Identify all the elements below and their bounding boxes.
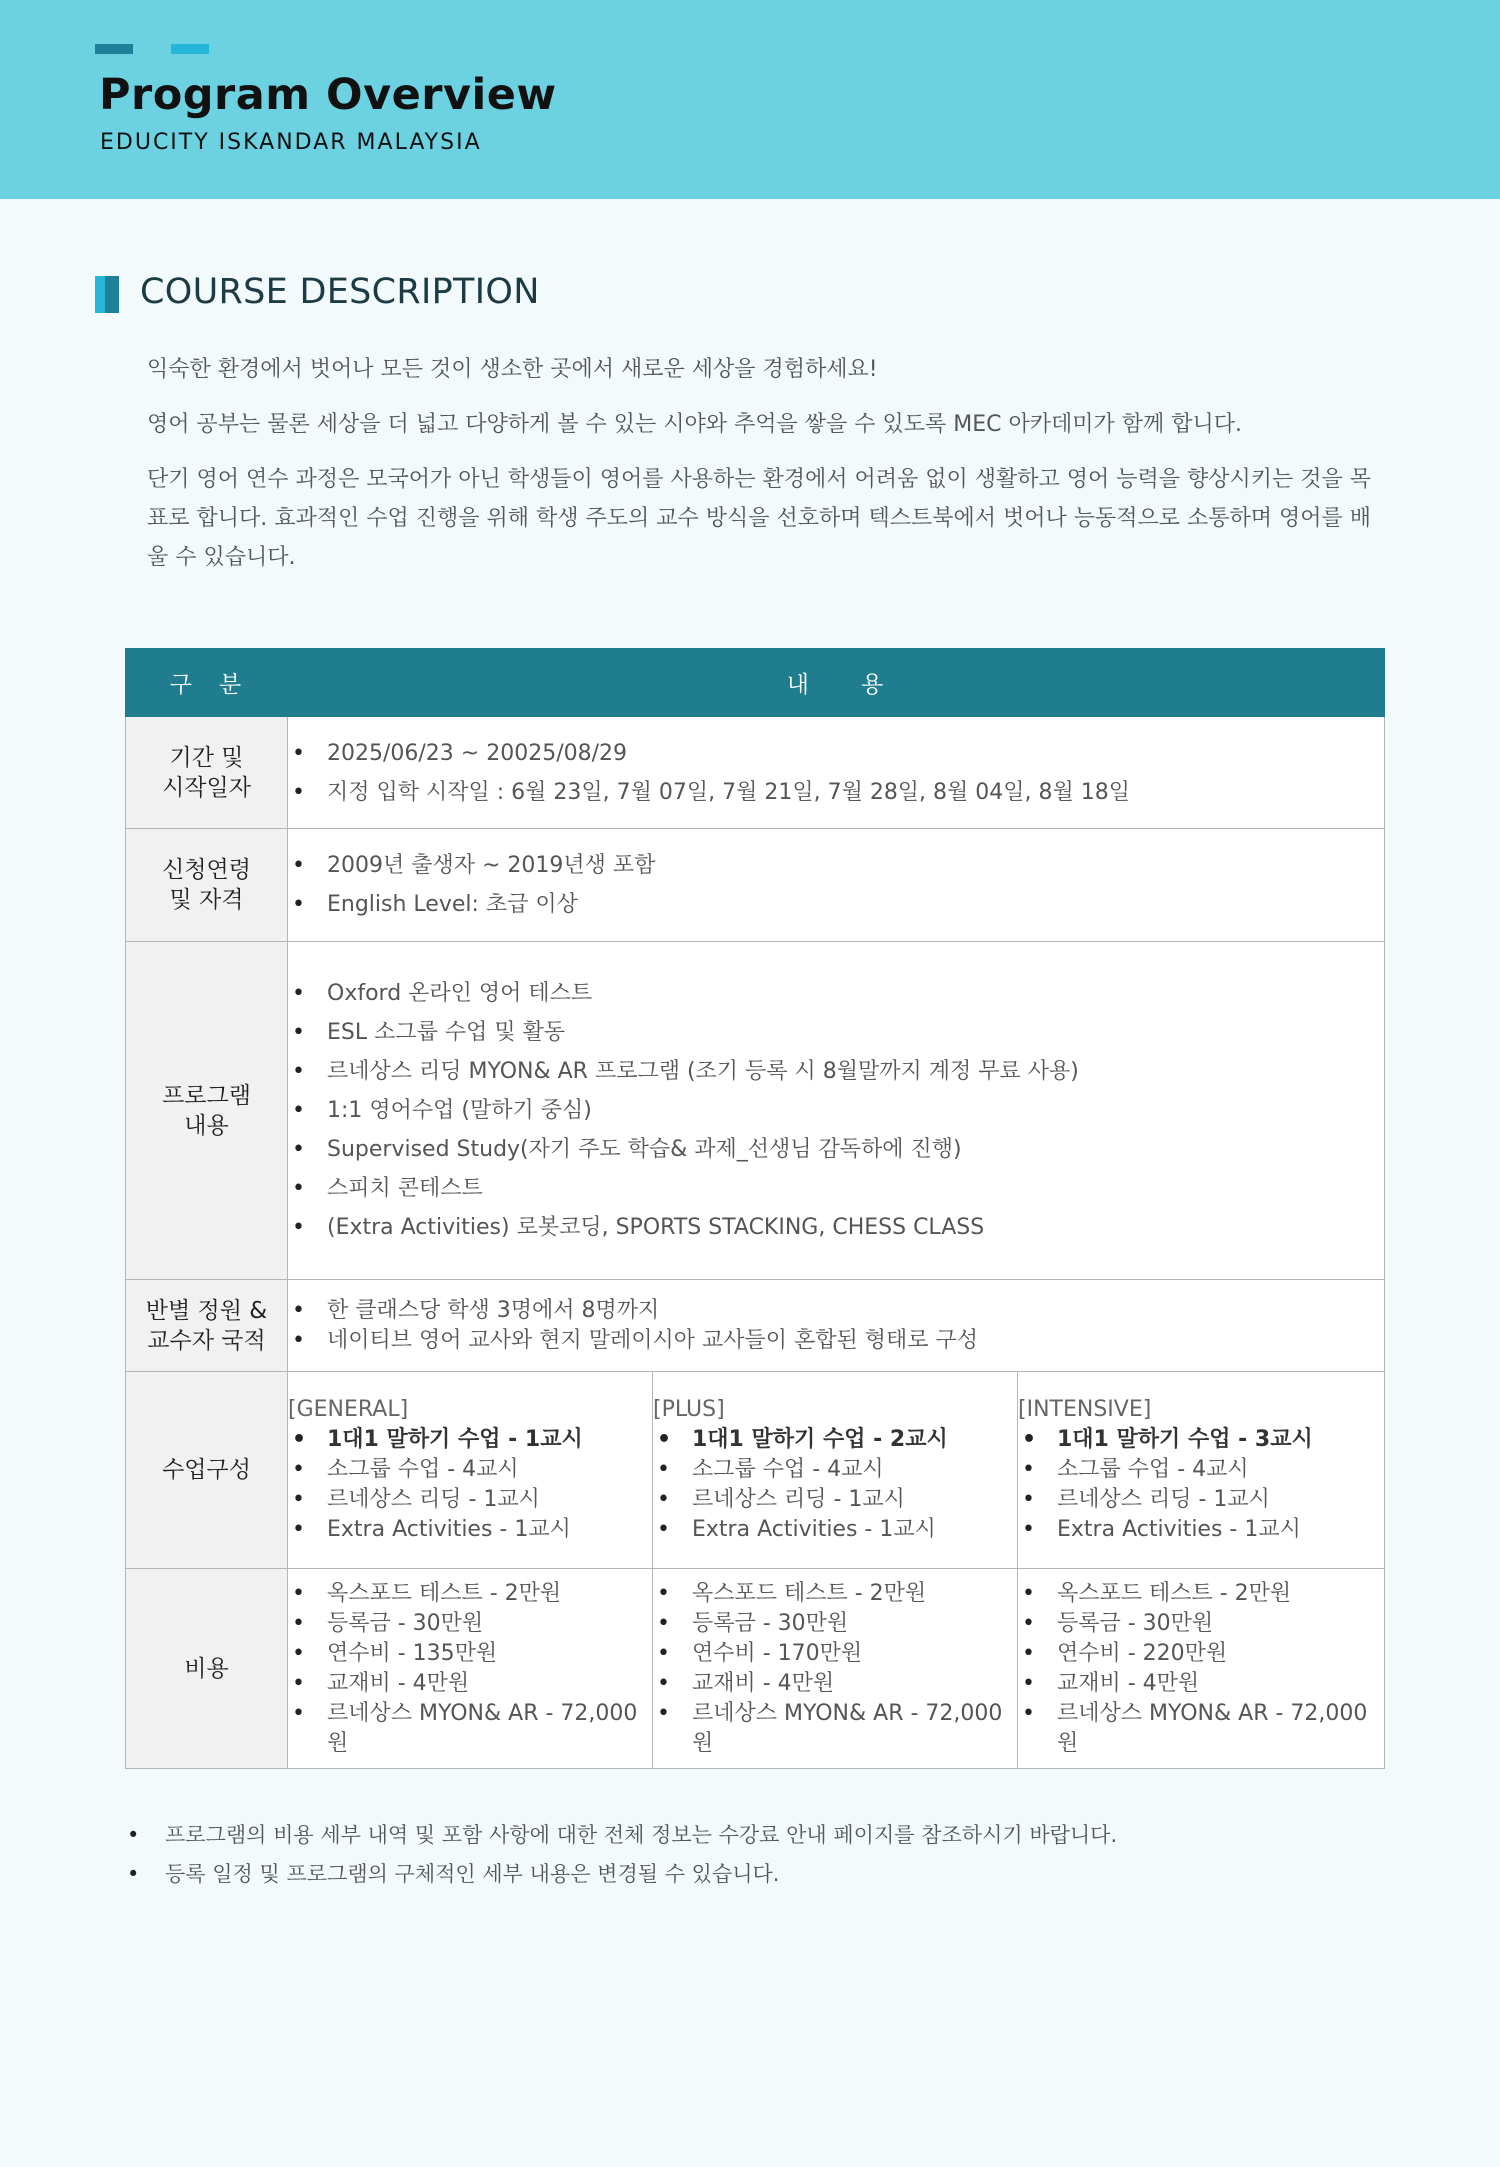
- footnote-item: • 프로그램의 비용 세부 내역 및 포함 사항에 대한 전체 정보는 수강료 안내 페이지를 참조하시기 바랍니다.: [125, 1816, 1385, 1855]
- list-item: • ESL 소그룹 수업 및 활동: [288, 1013, 1384, 1052]
- list-item: • 등록금 - 30만원: [1018, 1609, 1384, 1639]
- cost-plus: [653, 1569, 1018, 1769]
- row-label-text: 기간 및 시작일자: [162, 744, 251, 801]
- row-label-structure: 수업구성: [126, 1372, 288, 1569]
- list-item: • Oxford 온라인 영어 테스트: [288, 974, 1384, 1013]
- row-label-text: 반별 정원 & 교수자 국적: [145, 1297, 268, 1354]
- list-item: • 교재비 - 4만원: [653, 1669, 1017, 1699]
- plan-plus: [653, 1372, 1018, 1569]
- page-title: Program Overview: [99, 70, 557, 120]
- list-item: • 르네상스 리딩 - 1교시: [653, 1485, 1017, 1515]
- list-item: • English Level: 초급 이상: [288, 885, 1384, 924]
- list-item: • 옥스포드 테스트 - 2만원: [1018, 1579, 1384, 1609]
- table-row-class: [126, 1280, 1385, 1372]
- page-subtitle: EDUCITY ISKANDAR MALAYSIA: [100, 130, 482, 155]
- table-row-program: [126, 942, 1385, 1280]
- header-category: 구 분: [126, 649, 288, 717]
- footnotes: [125, 1816, 1385, 1894]
- list-item: • 2025/06/23 ~ 20025/08/29: [288, 734, 1384, 773]
- table-row-age: [126, 829, 1385, 942]
- plan-category: [INTENSIVE]: [1018, 1397, 1152, 1422]
- cost-general: [288, 1569, 653, 1769]
- table-header-row: [126, 649, 1385, 717]
- list-item: • 르네상스 리딩 MYON& AR 프로그램 (조기 등록 시 8월말까지 계정 무료 사용): [288, 1052, 1384, 1091]
- section-marker-icon: [95, 276, 121, 313]
- list-item: • 연수비 - 220만원: [1018, 1639, 1384, 1669]
- intro-paragraph: 단기 영어 연수 과정은 모국어가 아닌 학생들이 영어를 사용하는 환경에서 어려움 없이 생활하고 영어 능력을 향상시키는 것을 목표로 합니다. 효과적인 수업 진행을 위해 학생 주도의 교수 방식을 선호하며 텍스트북에서 벗어나 능동적으로 소통하며 영어를 배울 수 있습니다.: [147, 467, 1371, 570]
- list-item: • Extra Activities - 1교시: [653, 1515, 1017, 1545]
- plan-general: [288, 1372, 653, 1569]
- table-row-period: [126, 717, 1385, 829]
- header-accent-light: [171, 44, 209, 54]
- list-item: • Extra Activities - 1교시: [1018, 1515, 1384, 1545]
- row-content-period: [288, 717, 1385, 829]
- list-item: • 1대1 말하기 수업 - 1교시: [288, 1425, 652, 1455]
- intro-text: [147, 350, 1377, 593]
- footnote-item: • 등록 일정 및 프로그램의 구체적인 세부 내용은 변경될 수 있습니다.: [125, 1855, 1385, 1894]
- list-item: • (Extra Activities) 로봇코딩, SPORTS STACKING, CHESS CLASS: [288, 1208, 1384, 1247]
- list-item: • 르네상스 MYON& AR - 72,000원: [653, 1699, 1017, 1759]
- plan-category: [PLUS]: [653, 1397, 725, 1422]
- row-label-text: 프로그램 내용: [162, 1082, 251, 1139]
- row-label-cost: 비용: [126, 1569, 288, 1769]
- row-label-age: [126, 829, 288, 942]
- list-item: • 스피치 콘테스트: [288, 1169, 1384, 1208]
- section-title: COURSE DESCRIPTION: [140, 272, 540, 312]
- list-item: • 등록금 - 30만원: [653, 1609, 1017, 1639]
- program-table: [125, 648, 1385, 1769]
- list-item: • 한 클래스당 학생 3명에서 8명까지: [288, 1296, 1384, 1326]
- intro-paragraph: 영어 공부는 물론 세상을 더 넓고 다양하게 볼 수 있는 시야와 추억을 쌓을 수 있도록 MEC 아카데미가 함께 합니다.: [147, 412, 1242, 437]
- list-item: • 지정 입학 시작일 : 6월 23일, 7월 07일, 7월 21일, 7월 28일, 8월 04일, 8월 18일: [288, 773, 1384, 812]
- row-content-program: [288, 942, 1385, 1280]
- list-item: • 르네상스 MYON& AR - 72,000원: [288, 1699, 652, 1759]
- list-item: • 소그룹 수업 - 4교시: [288, 1455, 652, 1485]
- table-row-structure: [126, 1372, 1385, 1569]
- list-item: • 2009년 출생자 ~ 2019년생 포함: [288, 846, 1384, 885]
- page-header: [0, 0, 1500, 199]
- list-item: • 1대1 말하기 수업 - 3교시: [1018, 1425, 1384, 1455]
- list-item: • 르네상스 리딩 - 1교시: [288, 1485, 652, 1515]
- row-label-text: 신청연령 및 자격: [162, 857, 251, 913]
- list-item: • 교재비 - 4만원: [288, 1669, 652, 1699]
- list-item: • 연수비 - 135만원: [288, 1639, 652, 1669]
- plan-intensive: [1018, 1372, 1385, 1569]
- list-item: • 르네상스 MYON& AR - 72,000원: [1018, 1699, 1384, 1759]
- list-item: • 연수비 - 170만원: [653, 1639, 1017, 1669]
- list-item: • Supervised Study(자기 주도 학습& 과제_선생님 감독하에 진행): [288, 1130, 1384, 1169]
- header-content: 내 용: [288, 649, 1385, 717]
- row-content-class: [288, 1280, 1385, 1372]
- cost-intensive: [1018, 1569, 1385, 1769]
- list-item: • 1대1 말하기 수업 - 2교시: [653, 1425, 1017, 1455]
- plan-category: [GENERAL]: [288, 1397, 409, 1422]
- table-row-cost: [126, 1569, 1385, 1769]
- row-label-period: [126, 717, 288, 829]
- list-item: • 옥스포드 테스트 - 2만원: [288, 1579, 652, 1609]
- intro-paragraph: 익숙한 환경에서 벗어나 모든 것이 생소한 곳에서 새로운 세상을 경험하세요!: [147, 357, 878, 382]
- list-item: • 옥스포드 테스트 - 2만원: [653, 1579, 1017, 1609]
- list-item: • Extra Activities - 1교시: [288, 1515, 652, 1545]
- list-item: • 소그룹 수업 - 4교시: [653, 1455, 1017, 1485]
- list-item: • 소그룹 수업 - 4교시: [1018, 1455, 1384, 1485]
- list-item: • 등록금 - 30만원: [288, 1609, 652, 1639]
- list-item: • 네이티브 영어 교사와 현지 말레이시아 교사들이 혼합된 형태로 구성: [288, 1326, 1384, 1356]
- header-accent-dark: [95, 44, 133, 54]
- list-item: • 교재비 - 4만원: [1018, 1669, 1384, 1699]
- row-label-program: [126, 942, 288, 1280]
- list-item: • 르네상스 리딩 - 1교시: [1018, 1485, 1384, 1515]
- list-item: • 1:1 영어수업 (말하기 중심): [288, 1091, 1384, 1130]
- row-content-age: [288, 829, 1385, 942]
- row-label-class: [126, 1280, 288, 1372]
